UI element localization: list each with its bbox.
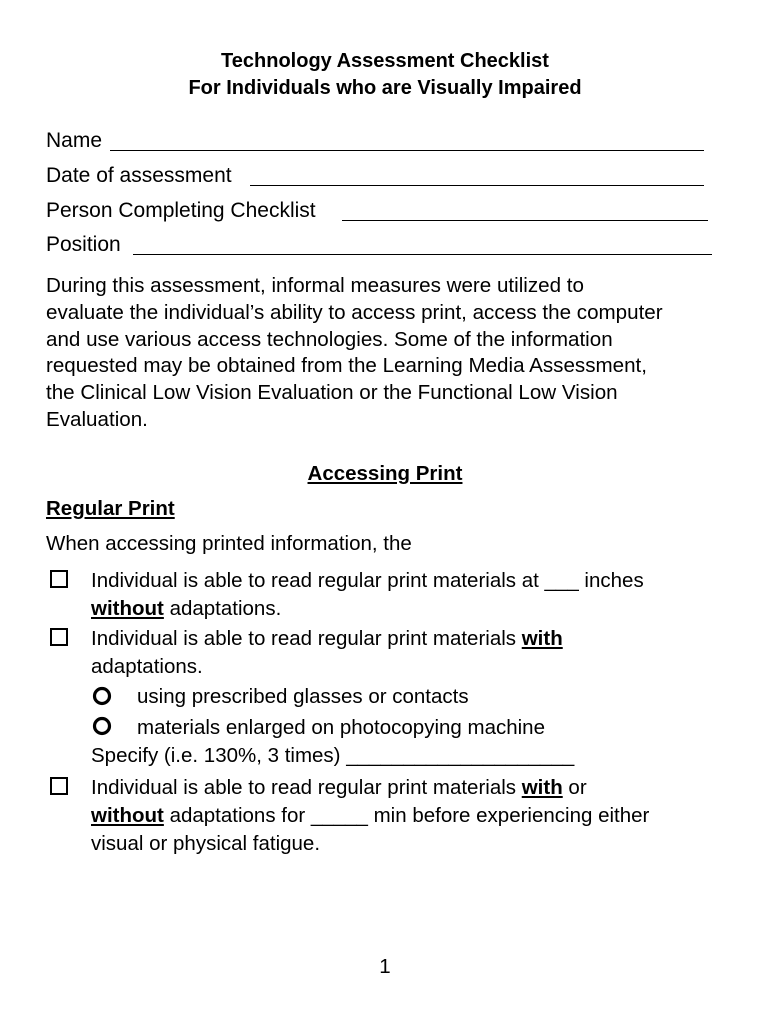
item3-text: Individual is able to read regular print materials	[91, 776, 522, 799]
item3-text-or: or	[562, 776, 587, 799]
specify-blank[interactable]: ____________________	[346, 744, 575, 767]
item1-line2	[91, 596, 281, 622]
document-title: Technology Assessment Checklist	[221, 50, 549, 72]
section-heading: Accessing Print	[307, 462, 463, 485]
circle-bullet-icon[interactable]	[91, 685, 113, 707]
item2-line2: adaptations.	[91, 655, 203, 678]
date-of-assessment-line[interactable]	[250, 185, 704, 186]
specify-label: Specify (i.e. 130%, 3 times)	[91, 744, 347, 767]
option-enlarged: materials enlarged on photocopying machine	[137, 716, 545, 739]
position-label: Position	[46, 233, 121, 256]
checkbox-icon[interactable]	[50, 777, 68, 795]
item2-line1	[91, 626, 563, 652]
item1-text-end: inches	[578, 569, 644, 592]
position-line[interactable]	[133, 254, 712, 255]
item3-text-3: min before experiencing either	[367, 804, 650, 827]
item1-line1	[91, 568, 644, 594]
intro-line: requested may be obtained from the Learning Media Assessment,	[46, 354, 647, 378]
intro-line: During this assessment, informal measures were utilized to	[46, 274, 584, 297]
item1-text: Individual is able to read regular print materials at	[91, 569, 545, 592]
name-field[interactable]	[46, 128, 102, 154]
person-completing-field[interactable]	[46, 198, 316, 224]
without-emphasis: without	[91, 804, 164, 827]
name-label: Name	[46, 129, 103, 152]
date-of-assessment-label: Date of assessment	[46, 164, 232, 187]
circle-bullet-icon[interactable]	[91, 715, 113, 737]
intro-line: evaluate the individual’s ability to access print, access the computer	[46, 300, 663, 324]
item1-text-2: adaptations.	[163, 597, 282, 620]
name-line[interactable]	[110, 150, 704, 151]
item3-line1	[91, 775, 587, 801]
specify-line	[91, 743, 574, 769]
item3-line2	[91, 803, 649, 829]
item2-text: Individual is able to read regular print materials	[91, 627, 522, 650]
date-of-assessment-field[interactable]	[46, 163, 232, 189]
intro-line: and use various access technologies. Some of the information	[46, 327, 613, 351]
intro-line: Evaluation.	[46, 407, 148, 431]
checkbox-icon[interactable]	[50, 628, 68, 646]
minutes-blank[interactable]: _____	[310, 804, 368, 827]
person-completing-label: Person Completing Checklist	[46, 199, 316, 222]
page-number: 1	[379, 955, 391, 978]
person-completing-line[interactable]	[342, 220, 708, 221]
with-emphasis: with	[521, 627, 563, 650]
position-field[interactable]	[46, 232, 121, 258]
intro-paragraph	[46, 273, 746, 434]
without-emphasis: without	[91, 597, 164, 620]
intro-line: the Clinical Low Vision Evaluation or the Functional Low Vision	[46, 381, 618, 405]
subsection-heading: Regular Print	[46, 497, 175, 520]
with-emphasis: with	[521, 776, 563, 799]
lead-sentence: When accessing printed information, the	[46, 532, 412, 555]
item3-line3: visual or physical fatigue.	[91, 832, 321, 855]
inches-blank[interactable]: ___	[544, 569, 579, 592]
item3-text-2: adaptations for	[163, 804, 311, 827]
document-subtitle: For Individuals who are Visually Impaired	[188, 77, 582, 99]
checkbox-icon[interactable]	[50, 570, 68, 588]
option-glasses: using prescribed glasses or contacts	[137, 685, 469, 708]
